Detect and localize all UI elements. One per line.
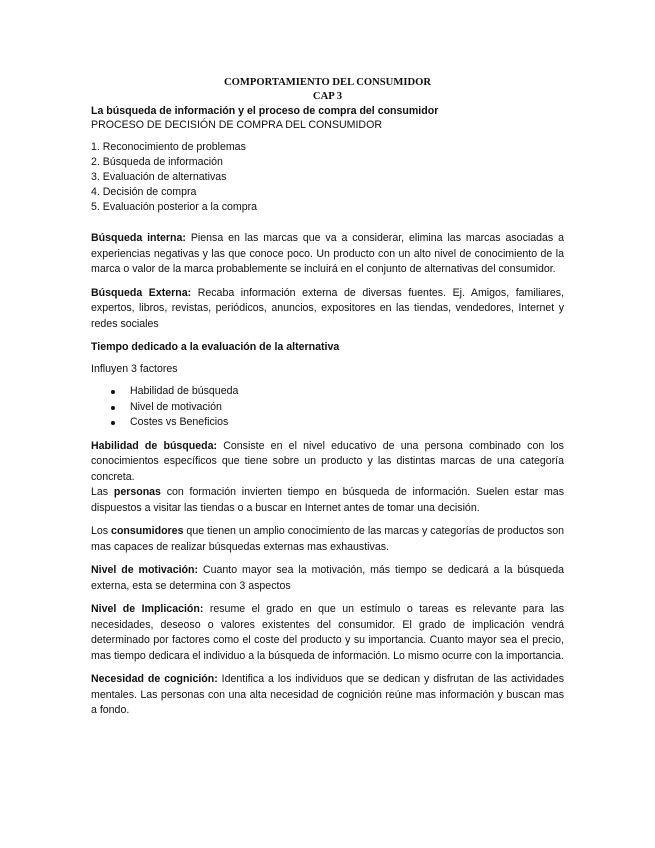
process-heading: PROCESO DE DECISIÓN DE COMPRA DEL CONSUMIDOR xyxy=(91,119,382,131)
consumers-prefix: Los xyxy=(91,525,112,538)
factor-item: Habilidad de búsqueda xyxy=(91,384,564,400)
involvement-label: Nivel de Implicación: xyxy=(91,603,204,616)
cognition-text: Identifica a los individuos que se dedican y disfrutan de las actividades mentales. Las personas con una alta necesidad de cognición reúne mas información y buscan mas a fondo. xyxy=(91,673,564,717)
internal-search-text: Piensa en las marcas que va a considerar, elimina las marcas asociadas a experiencias negativas y las que conoce poco. Un producto con un alto nivel de conocimiento de la marca o valor de la marca probablemente se incluirá en el conjunto de alternativas del consumidor. xyxy=(91,232,564,275)
search-ability-label: Habilidad de búsqueda: xyxy=(91,439,218,452)
factor-item: Nivel de motivación xyxy=(91,400,564,416)
cognition-paragraph xyxy=(91,672,564,719)
search-ability-text: Consiste en el nivel educativo de una persona combinado con los conocimientos específicos que tiene sobre un producto y las distintas marcas de una categoría concreta. xyxy=(91,439,564,483)
subtitle: La búsqueda de información y el proceso de compra del consumidor xyxy=(91,105,439,117)
step-item: 2. Búsqueda de información xyxy=(91,156,223,168)
educated-people-label: personas xyxy=(113,486,161,499)
educated-people-text: con formación invierten tiempo en búsqueda de información. Suelen estar mas dispuestos a visitar las tiendas o a buscar en Internet antes de tomar una decisión. xyxy=(91,486,565,514)
external-search-paragraph xyxy=(91,286,564,333)
educated-people-paragraph xyxy=(91,485,564,516)
search-ability-paragraph xyxy=(91,439,564,486)
involvement-paragraph xyxy=(91,602,564,664)
involvement-text: resume el grado en que un estímulo o tareas es relevante para las necesidades, deseoso o valores existentes del consumidor. El grado de implicación vendrá determinado por factores como el coste del producto y su importancia. Cuanto mayor sea el precio, mas tiempo dedicara el individuo a la búsqueda de información. Lo mismo ocurre con la importancia. xyxy=(91,603,564,662)
step-item: 1. Reconocimiento de problemas xyxy=(91,141,246,153)
factor-item: Costes vs Beneficios xyxy=(91,415,564,431)
chapter-label: CAP 3 xyxy=(312,91,343,102)
consumers-label: consumidores xyxy=(111,525,184,538)
document-title: COMPORTAMIENTO DEL CONSUMIDOR xyxy=(223,77,431,88)
external-search-label: Búsqueda Externa: xyxy=(91,286,192,299)
step-item: 3. Evaluación de alternativas xyxy=(91,171,227,183)
time-heading: Tiempo dedicado a la evaluación de la alternativa xyxy=(91,341,340,353)
educated-people-prefix: Las xyxy=(91,486,114,499)
external-search-text: Recaba información externa de diversas fuentes. Ej. Amigos, familiares, expertos, libros, revistas, periódicos, anuncios, expositores en las tiendas, vendedores, Internet y redes sociales xyxy=(91,286,564,330)
factors-list xyxy=(91,384,564,431)
factors-intro: Influyen 3 factores xyxy=(91,363,178,375)
motivation-label: Nivel de motivación: xyxy=(91,564,198,577)
motivation-paragraph xyxy=(91,563,564,594)
step-item: 4. Decisión de compra xyxy=(91,186,197,198)
consumers-paragraph xyxy=(91,524,564,555)
consumers-text: que tienen un amplio conocimiento de las marcas y categorías de productos son mas capaces de realizar búsquedas externas mas exhaustivas. xyxy=(91,525,565,553)
cognition-label: Necesidad de cognición: xyxy=(91,673,218,686)
document-page xyxy=(91,76,564,719)
step-item: 5. Evaluación posterior a la compra xyxy=(91,201,258,213)
internal-search-paragraph xyxy=(91,231,564,278)
process-steps-list xyxy=(91,140,564,215)
motivation-text: Cuanto mayor sea la motivación, más tiempo se dedicará a la búsqueda externa, esta se determina con 3 aspectos xyxy=(91,564,564,592)
internal-search-label: Búsqueda interna: xyxy=(91,232,186,244)
